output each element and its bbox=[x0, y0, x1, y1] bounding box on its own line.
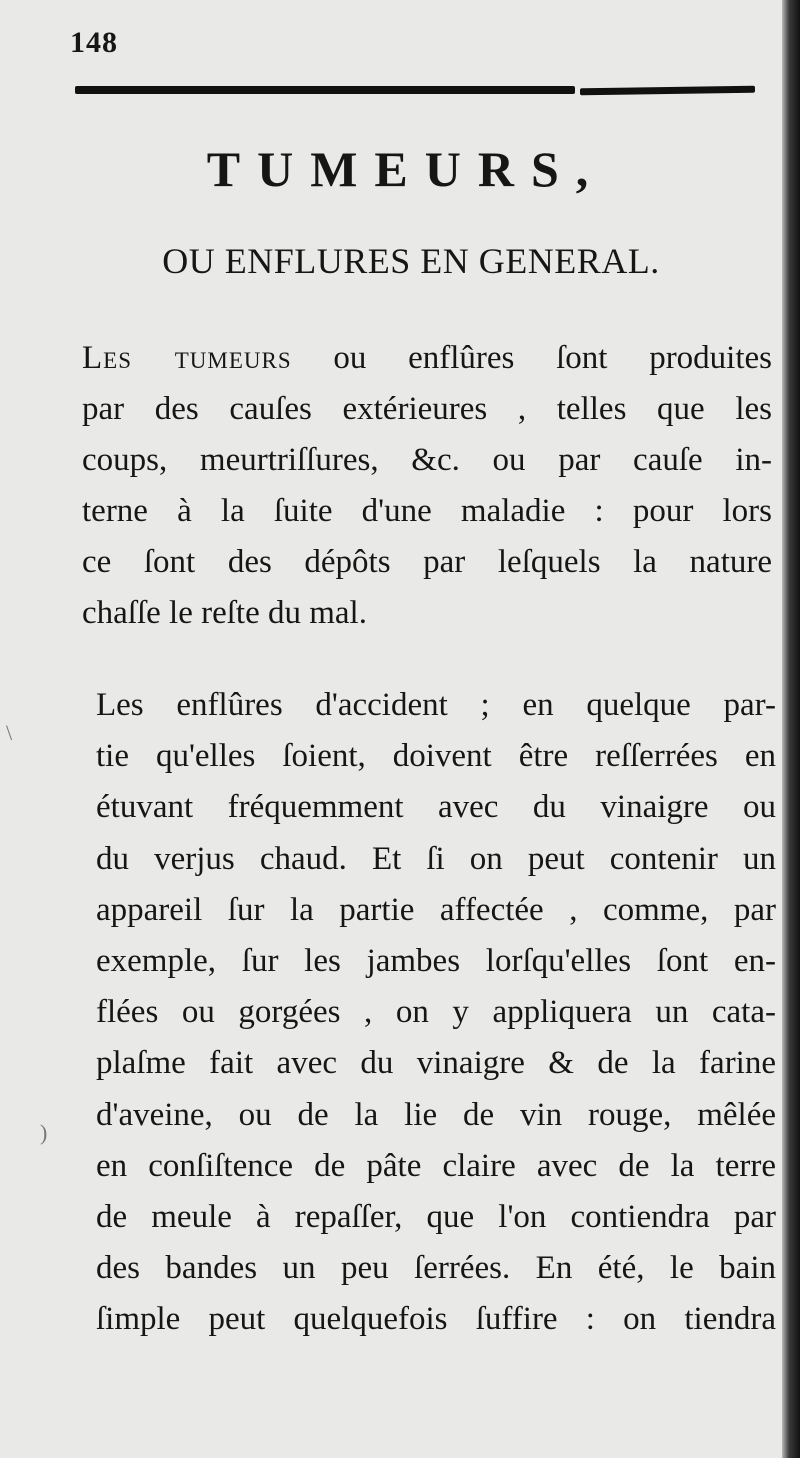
text-line: plaſme fait avec du vinaigre & de la farine bbox=[96, 1045, 776, 1082]
page-edge-shadow bbox=[782, 0, 800, 1458]
lead-words: Les tumeurs bbox=[82, 340, 292, 376]
text-line: d'aveine, ou de la lie de vin rouge, mêlée bbox=[96, 1096, 776, 1133]
text-line: exemple, ſur les jambes lorſqu'elles ſont en- bbox=[96, 942, 776, 979]
text-line: tie qu'elles ſoient, doivent être reſſerrées en bbox=[96, 738, 776, 775]
text-line: de meule à repaſſer, que l'on contiendra par bbox=[96, 1198, 776, 1235]
chapter-title: TUMEURS, bbox=[206, 141, 606, 197]
header-rule-right bbox=[580, 86, 755, 95]
text-line: en conſiſtence de pâte claire avec de la terre bbox=[96, 1147, 776, 1184]
margin-mark: ) bbox=[40, 1120, 48, 1145]
paragraph-2 bbox=[96, 680, 776, 1345]
text-line: Les tumeurs ou enflûres ſont produites bbox=[82, 340, 773, 376]
paragraph-1 bbox=[82, 333, 772, 639]
text-line: terne à la ſuite d'une maladie : pour lors bbox=[82, 493, 772, 529]
text-line: chaſſe le reſte du mal. bbox=[82, 595, 367, 631]
text-line: ce ſont des dépôts par leſquels la nature bbox=[82, 544, 772, 580]
text-line: du verjus chaud. Et ſi on peut contenir un bbox=[96, 840, 776, 877]
margin-mark: \ bbox=[6, 720, 13, 745]
text-line: flées ou gorgées , on y appliquera un cata- bbox=[96, 994, 776, 1031]
chapter-subtitle: OU ENFLURES EN GENERAL. bbox=[162, 241, 660, 281]
text-line: des bandes un peu ſerrées. En été, le bain bbox=[96, 1250, 776, 1287]
text-line: par des cauſes extérieures , telles que les bbox=[82, 391, 772, 427]
text-line: appareil ſur la partie affectée , comme, par bbox=[96, 891, 776, 928]
header-rule-left bbox=[75, 86, 575, 94]
text-line: coups, meurtriſſures, &c. ou par cauſe in- bbox=[82, 442, 772, 478]
page-number: 148 bbox=[70, 26, 118, 59]
header-rule bbox=[75, 84, 755, 97]
text-line: ſimple peut quelquefois ſuffire : on tiendra bbox=[96, 1301, 776, 1338]
text-line: étuvant fréquemment avec du vinaigre ou bbox=[96, 789, 776, 826]
text-line: Les enflûres d'accident ; en quelque par- bbox=[96, 687, 776, 723]
